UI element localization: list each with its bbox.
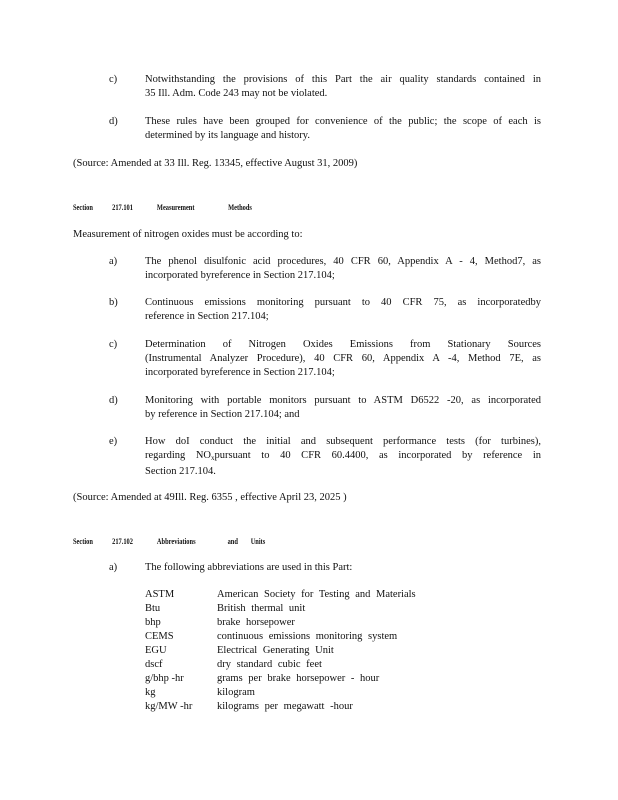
abbreviation-definition: kilograms per megawatt -hour bbox=[217, 701, 353, 712]
abbreviation-term: kg bbox=[145, 687, 156, 698]
abbreviation-term: kg/MW -hr bbox=[145, 701, 193, 712]
text-fragment: regarding NO bbox=[145, 450, 212, 461]
section-title: Units bbox=[250, 537, 266, 546]
table-row bbox=[145, 602, 565, 616]
item-label: b) bbox=[109, 297, 118, 308]
subscript: x bbox=[211, 454, 215, 462]
text-line: by reference in Section 217.104; and bbox=[145, 409, 300, 420]
text-fragment: pursuant to 40 CFR 60.4400, as incorporated by reference in bbox=[214, 450, 541, 461]
item-label: d) bbox=[109, 395, 118, 406]
text-line: These rules have been grouped for convenience of the public; the scope of each is bbox=[145, 116, 541, 127]
abbreviation-definition: American Society for Testing and Materials bbox=[217, 589, 416, 600]
section-title: Abbreviations bbox=[156, 537, 196, 546]
source-note: (Source: Amended at 49Ill. Reg. 6355 , effective April 23, 2025 ) bbox=[73, 492, 347, 503]
section-title: and bbox=[227, 537, 238, 546]
source-note: (Source: Amended at 33 Ill. Reg. 13345, effective August 31, 2009) bbox=[73, 158, 358, 169]
section-title: Methods bbox=[228, 203, 252, 212]
text-line: Section 217.104. bbox=[145, 466, 216, 477]
item-label: e) bbox=[109, 436, 118, 447]
text-line: How doI conduct the initial and subsequent performance tests (for turbines), bbox=[145, 436, 541, 447]
section-heading bbox=[73, 201, 252, 215]
item-text bbox=[145, 255, 541, 283]
text-line: The phenol disulfonic acid procedures, 40 CFR 60, Appendix A - 4, Method7, as bbox=[145, 256, 541, 267]
abbreviation-term: g/bhp -hr bbox=[145, 673, 184, 684]
section-title: Measurement bbox=[156, 203, 195, 212]
abbreviation-term: EGU bbox=[145, 645, 167, 656]
section-number: 217.102 bbox=[112, 537, 133, 546]
item-text bbox=[145, 338, 541, 380]
text-line: 35 Ill. Adm. Code 243 may not be violated. bbox=[145, 88, 328, 99]
table-row bbox=[145, 686, 565, 700]
table-row bbox=[145, 588, 565, 602]
abbreviation-term: ASTM bbox=[145, 589, 175, 600]
abbreviation-definition: kilogram bbox=[217, 687, 255, 698]
text-line: Determination of Nitrogen Oxides Emissions from Stationary Sources bbox=[145, 339, 541, 350]
abbreviation-definition: continuous emissions monitoring system bbox=[217, 631, 398, 642]
item-label: c) bbox=[109, 339, 118, 350]
table-row bbox=[145, 630, 565, 644]
item-text bbox=[145, 435, 541, 479]
abbreviation-term: dscf bbox=[145, 659, 163, 670]
section-number: 217.101 bbox=[112, 203, 133, 212]
table-row bbox=[145, 700, 565, 714]
table-row bbox=[145, 644, 565, 658]
item-label: c) bbox=[109, 74, 118, 85]
intro-text: Measurement of nitrogen oxides must be according to: bbox=[73, 229, 303, 240]
text-line: Monitoring with portable monitors pursuant to ASTM D6522 -20, as incorporated bbox=[145, 395, 541, 406]
item-label: a) bbox=[109, 562, 118, 573]
table-row bbox=[145, 672, 565, 686]
text-line: Continuous emissions monitoring pursuant to 40 CFR 75, as incorporatedby bbox=[145, 297, 541, 308]
item-text bbox=[145, 115, 541, 143]
item-label: a) bbox=[109, 256, 118, 267]
abbreviation-term: Btu bbox=[145, 603, 161, 614]
table-row bbox=[145, 658, 565, 672]
table-row bbox=[145, 616, 565, 630]
text-line: Notwithstanding the provisions of this Part the air quality standards contained in bbox=[145, 74, 541, 85]
text-line bbox=[145, 449, 541, 465]
abbreviation-term: CEMS bbox=[145, 631, 174, 642]
abbreviation-definition: brake horsepower bbox=[217, 617, 295, 628]
item-text bbox=[145, 73, 541, 101]
item-label: d) bbox=[109, 116, 118, 127]
text-line: (Instrumental Analyzer Procedure), 40 CFR 60, Appendix A -4, Method 7E, as bbox=[145, 353, 541, 364]
item-text bbox=[145, 296, 541, 324]
abbreviation-definition: Electrical Generating Unit bbox=[217, 645, 334, 656]
text-line: determined by its language and history. bbox=[145, 130, 310, 141]
abbreviation-term: bhp bbox=[145, 617, 161, 628]
text-line: reference in Section 217.104; bbox=[145, 311, 269, 322]
abbreviation-definition: dry standard cubic feet bbox=[217, 659, 322, 670]
text-line: incorporated byreference in Section 217.104; bbox=[145, 270, 335, 281]
abbreviation-definition: grams per brake horsepower - hour bbox=[217, 673, 380, 684]
section-word: Section bbox=[73, 203, 93, 212]
section-heading bbox=[73, 535, 265, 549]
section-word: Section bbox=[73, 537, 93, 546]
text-line: incorporated byreference in Section 217.104; bbox=[145, 367, 335, 378]
item-text: The following abbreviations are used in this Part: bbox=[145, 562, 353, 573]
item-text bbox=[145, 394, 541, 422]
abbreviation-definition: British thermal unit bbox=[217, 603, 306, 614]
abbreviation-table bbox=[145, 588, 565, 714]
